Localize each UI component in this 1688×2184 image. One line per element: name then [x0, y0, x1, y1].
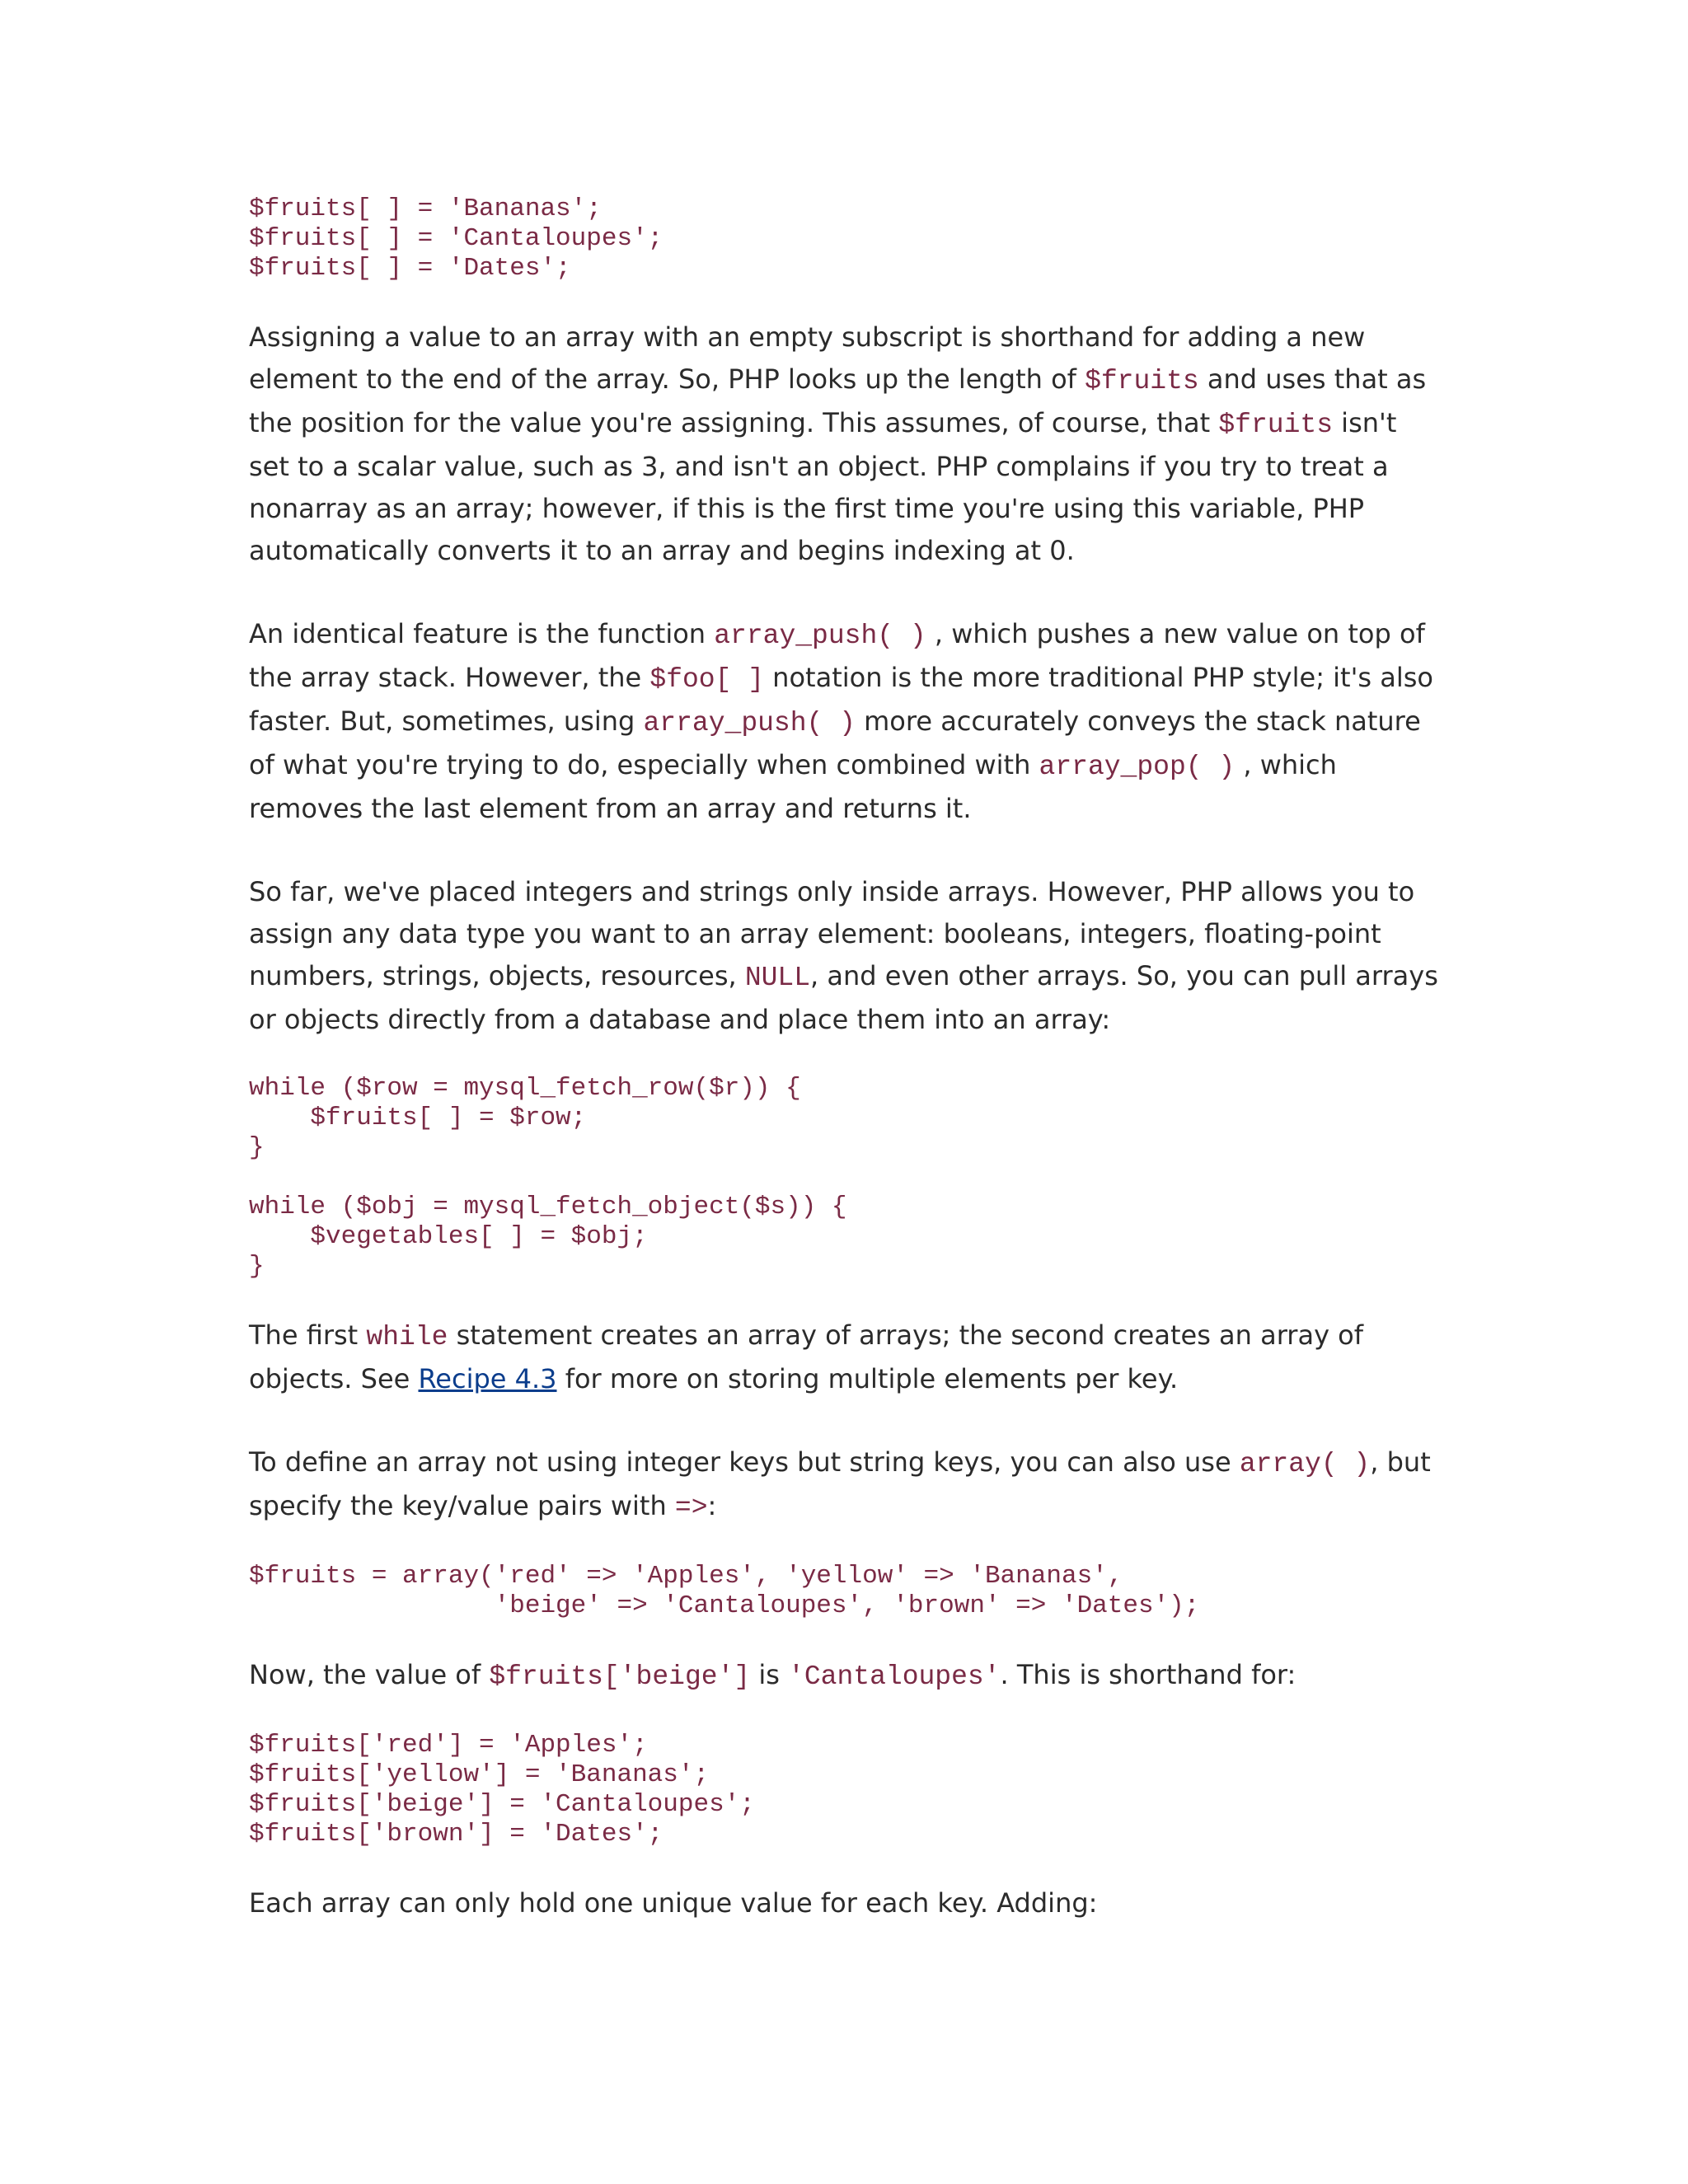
code-block-fetch-loops: while ($row = mysql_fetch_row($r)) { $fruits[ ] = $row; } while ($obj = mysql_fetch_object($s)) { $vegetables[ ] = $obj; }: [249, 1074, 847, 1281]
inline-code: array_pop( ): [1039, 752, 1236, 782]
document-page: [249, 194, 1444, 1924]
inline-code: array_push( ): [643, 708, 856, 738]
inline-code: NULL: [744, 963, 811, 993]
paragraph-while-statement: The first while statement creates an array of arrays; the second creates an array of objects. See Recipe 4.3 for more on storing multiple elements per key.: [249, 1319, 1364, 1394]
paragraph-string-keys: To define an array not using integer keys but string keys, you can also use array( ), but specify the key/value pairs with =>:: [249, 1446, 1431, 1523]
code-block-append: $fruits[ ] = 'Bananas'; $fruits[ ] = 'Cantaloupes'; $fruits[ ] = 'Dates';: [249, 194, 663, 283]
inline-code: $fruits['beige']: [489, 1661, 751, 1692]
inline-code: 'Cantaloupes': [788, 1661, 1001, 1692]
paragraph-empty-subscript: Assigning a value to an array with an empty subscript is shorthand for adding a new element to the end of the array. So, PHP looks up the length of $fruits and uses that as the position for the value you're assigning. This assumes, of course, that $fruits isn't set to a scalar value, such as 3, and isn't an object. PHP complains if you try to treat a nonarray as an array; however, if this is the first time you're using this variable, PHP automatically converts it to an array and begins indexing at 0.: [249, 321, 1427, 566]
paragraph-data-types: So far, we've placed integers and strings only inside arrays. However, PHP allows you to assign any data type you want to an array element: booleans, integers, floating-point numbers, strings, objects, resources, NULL, and even other arrays. So, you can pull arrays or objects directly from a database and place them into an array:: [249, 876, 1438, 1035]
inline-code: =>: [674, 1493, 708, 1523]
inline-code: $fruits: [1218, 410, 1333, 440]
recipe-4-3-link[interactable]: Recipe 4.3: [418, 1363, 557, 1394]
paragraph-beige-value: Now, the value of $fruits['beige'] is 'Cantaloupes'. This is shorthand for:: [249, 1659, 1296, 1692]
inline-code: $fruits: [1085, 366, 1199, 396]
paragraph-array-push: An identical feature is the function array_push( ) , which pushes a new value on top of the array stack. However, the $foo[ ] notation is the more traditional PHP style; it's also faster. But, sometimes, using array_push( ) more accurately conveys the stack nature of what you're trying to do, especially when combined with array_pop( ) , which removes the last element from an array and returns it.: [249, 618, 1433, 824]
inline-code: array( ): [1239, 1449, 1371, 1479]
code-block-key-assignments: $fruits['red'] = 'Apples'; $fruits['yellow'] = 'Bananas'; $fruits['beige'] = 'Cantaloupes'; $fruits['brown'] = 'Dates';: [249, 1731, 755, 1849]
code-block-associative-array: $fruits = array('red' => 'Apples', 'yellow' => 'Bananas', 'beige' => 'Cantaloupes', 'brown' => 'Dates');: [249, 1562, 1200, 1620]
inline-code: array_push( ): [714, 621, 926, 651]
inline-code: while: [366, 1322, 448, 1352]
paragraph-unique-key: Each array can only hold one unique value for each key. Adding:: [249, 1887, 1098, 1919]
inline-code: $foo[ ]: [649, 664, 764, 695]
